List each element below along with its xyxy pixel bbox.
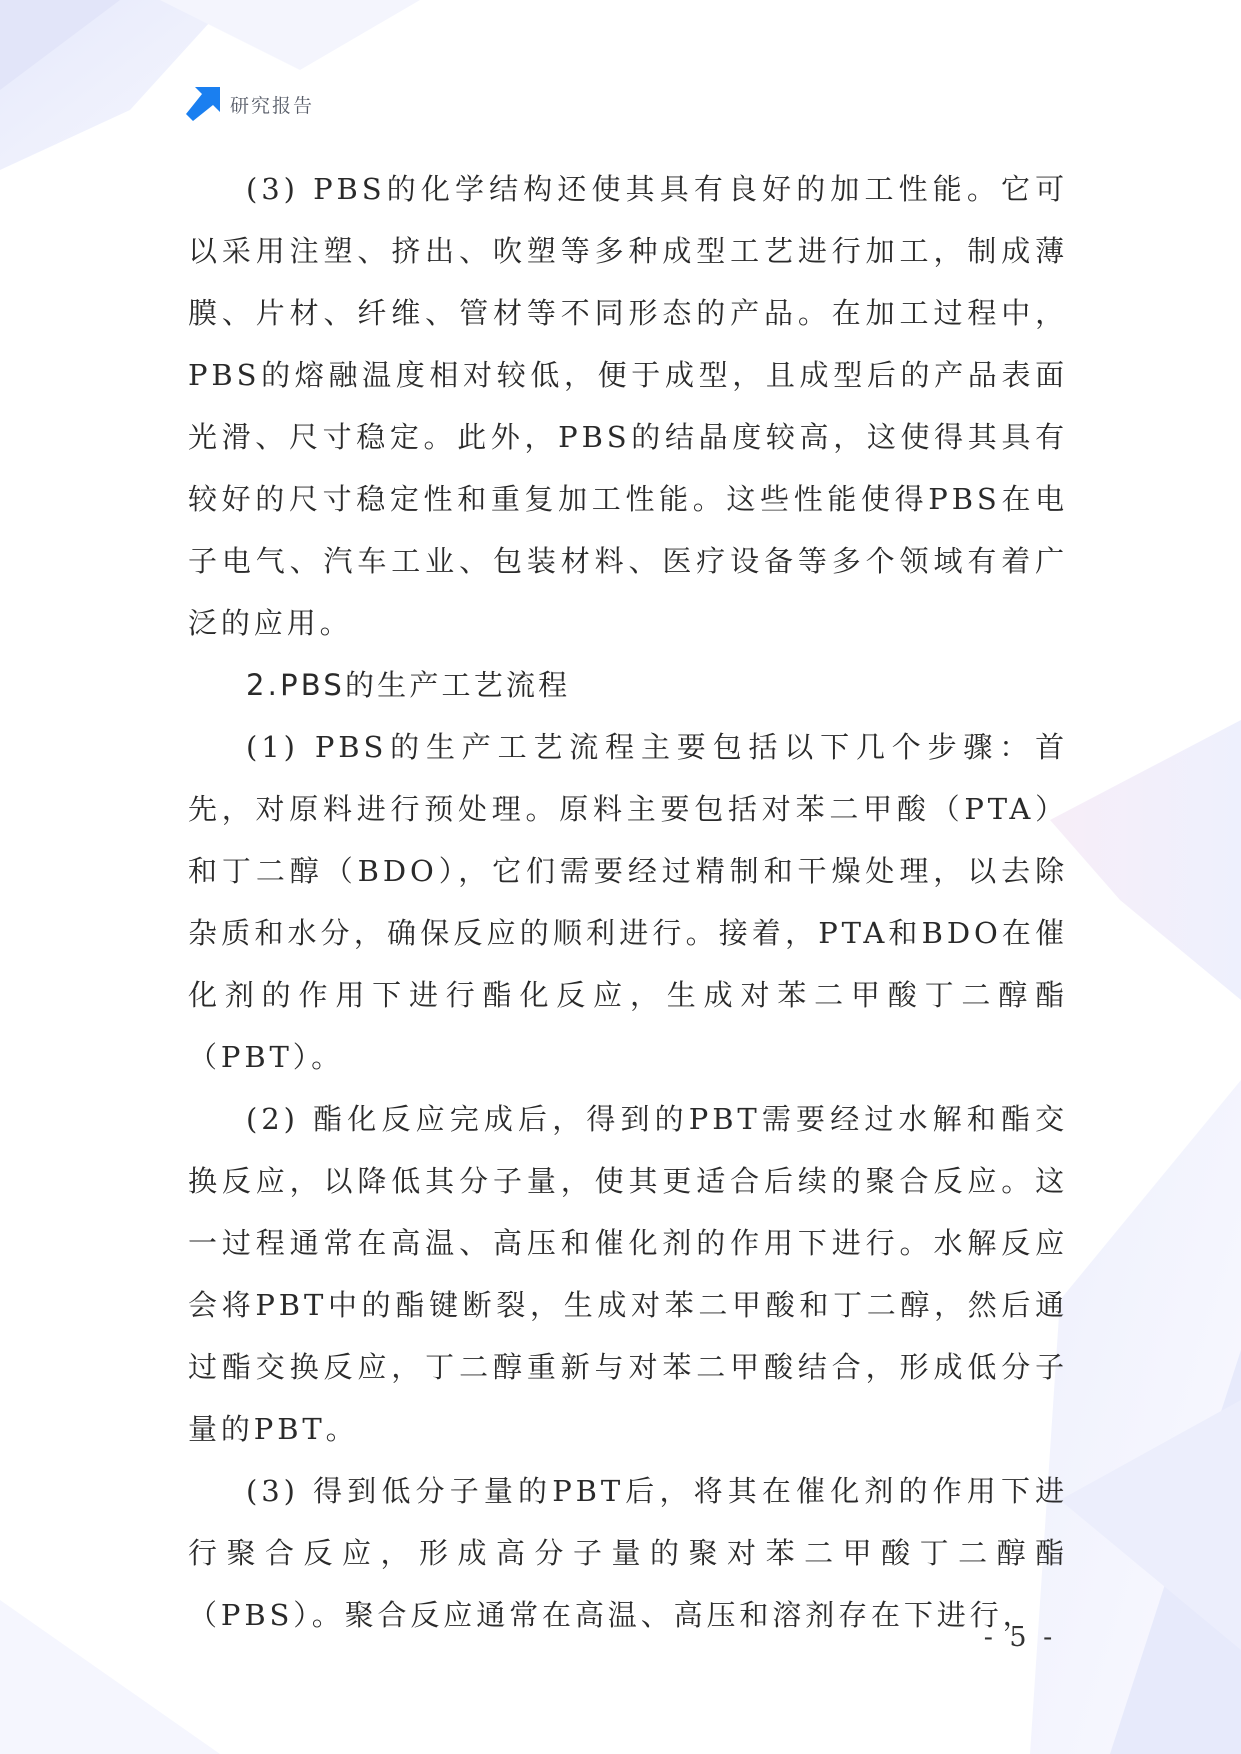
document-body: [188, 158, 1068, 1646]
paragraph-processing-properties: (3) PBS的化学结构还使其具有良好的加工性能。它可以采用注塑、挤出、吹塑等多种成型工艺进行加工，制成薄膜、片材、纤维、管材等不同形态的产品。在加工过程中，PBS的熔融温度相对较低，便于成型，且成型后的产品表面光滑、尺寸稳定。此外，PBS的结晶度较高，这使得其具有较好的尺寸稳定性和重复加工性能。这些性能使得PBS在电子电气、汽车工业、包装材料、医疗设备等多个领域有着广泛的应用。: [188, 172, 1068, 640]
arrow-up-right-icon: [186, 87, 220, 121]
page-number: - 5 -: [983, 1622, 1057, 1653]
paragraph-step-2: (2) 酯化反应完成后，得到的PBT需要经过水解和酯交换反应，以降低其分子量，使其更适合后续的聚合反应。这一过程通常在高温、高压和催化剂的作用下进行。水解反应会将PBT中的酯键断裂，生成对苯二甲酸和丁二醇，然后通过酯交换反应，丁二醇重新与对苯二甲酸结合，形成低分子量的PBT。: [188, 1102, 1068, 1446]
paragraph-step-3: (3) 得到低分子量的PBT后，将其在催化剂的作用下进行聚合反应，形成高分子量的聚对苯二甲酸丁二醇酯（PBS）。聚合反应通常在高温、高压和溶剂存在下进行，: [188, 1474, 1068, 1632]
report-header: [186, 86, 314, 122]
header-title: 研究报告: [230, 94, 315, 117]
paragraph-step-1: (1) PBS的生产工艺流程主要包括以下几个步骤：首先，对原料进行预处理。原料主要包括对苯二甲酸（PTA）和丁二醇（BDO），它们需要经过精制和干燥处理，以去除杂质和水分，确保反应的顺利进行。接着，PTA和BDO在催化剂的作用下进行酯化反应，生成对苯二甲酸丁二醇酯（PBT）。: [188, 730, 1068, 1074]
section-heading-production-process: 2.PBS的生产工艺流程: [246, 668, 571, 702]
